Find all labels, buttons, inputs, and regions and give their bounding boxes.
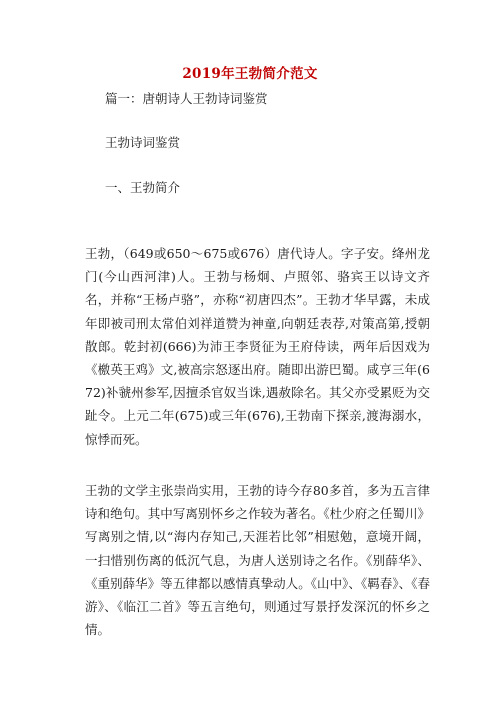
section-heading: 王勃诗词鉴赏 (105, 135, 181, 150)
subsection-heading: 一、王勃简介 (105, 180, 181, 195)
document-title: 2019年王勃简介范文 (182, 66, 318, 82)
part-heading: 篇一：唐朝诗人王勃诗词鉴赏 (105, 91, 268, 106)
literature-paragraph: 王勃的文学主张崇尚实用，王勃的诗今存80多首，多为五言律诗和绝句。其中写离别怀乡之作较为著名。《杜少府之任蜀川》写离别之情,以“海内存知己,天涯若比邻”相慰勉，意境开阔，一扫惜别伤离的低沉气息，为唐人送别诗之名作。《别薛华》、《重别薛华》等五律都以感情真挚动人。《山中》、《羁春》、《春游》、《临江二首》等五言绝句，则通过写景抒发深沉的怀乡之情。 (85, 483, 430, 638)
biography-paragraph: 王勃，（649或650～675或676）唐代诗人。字子安。绛州龙门(今山西河津)人。王勃与杨炯、卢照邻、骆宾王以诗文齐名，并称“王杨卢骆”，亦称“初唐四杰”。王勃才华早露，未成年即被司刑太常伯刘祥道赞为神童,向朝廷表荐,对策高第,授朝散郎。乾封初(666)为沛王李贤征为王府侍读，两年后因戏为《檄英王鸡》文,被高宗怒逐出府。随即出游巴蜀。咸亨三年(672)补虢州参军,因擅杀官奴当诛,遇赦除名。其父亦受累贬为交趾令。上元二年(675)或三年(676),王勃南下探亲,渡海溺水，惊悸而死。 (85, 246, 430, 447)
